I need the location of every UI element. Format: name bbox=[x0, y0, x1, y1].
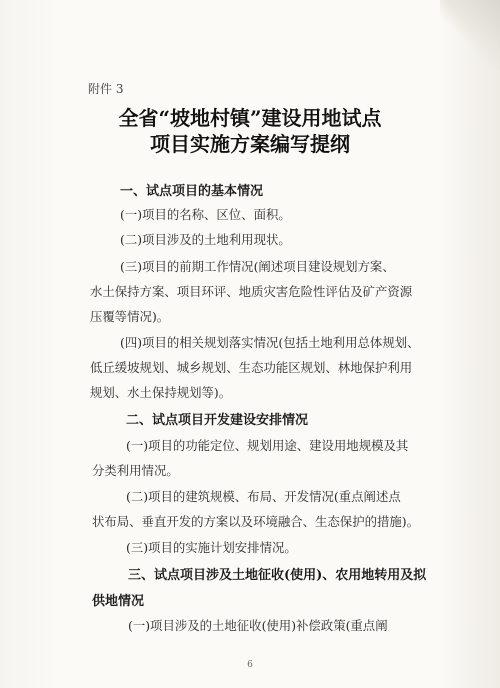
body-line: 水土保持方案、项目环评、地质灾害危险性评估及矿产资源 bbox=[90, 284, 413, 299]
section-heading-1: 一、试点项目的基本情况 bbox=[120, 184, 264, 199]
document-title-line2: 项目实施方案编写提纲 bbox=[150, 132, 350, 156]
body-line: (四)项目的相关规划落实情况(包括土地利用总体规划、 bbox=[120, 335, 420, 350]
section-heading-3: 三、试点项目涉及土地征收(使用)、农用地转用及拟 bbox=[128, 568, 427, 583]
body-line: (一)项目的功能定位、规划用途、建设用地规模及其 bbox=[126, 438, 409, 453]
document-title-line1: 全省“坡地村镇”建设用地试点 bbox=[118, 106, 382, 130]
body-line: 低丘缓坡规划、城乡规划、生态功能区规划、林地保护利用 bbox=[90, 360, 413, 375]
page-number: 6 bbox=[247, 660, 253, 670]
body-line: 规划、水土保持规划等)。 bbox=[90, 385, 232, 400]
body-line: (一)项目涉及的土地征收(使用)补偿政策(重点阐 bbox=[128, 618, 388, 633]
body-line: (三)项目的前期工作情况(阐述项目建设规划方案、 bbox=[120, 259, 395, 274]
body-line: (三)项目的实施计划安排情况。 bbox=[126, 540, 297, 555]
page-fold-shadow bbox=[440, 0, 500, 70]
section-heading-3-cont: 供地情况 bbox=[92, 594, 145, 609]
section-heading-2: 二、试点项目开发建设安排情况 bbox=[126, 413, 309, 428]
body-line: 状布局、垂直开发的方案以及环境融合、生态保护的措施)。 bbox=[92, 514, 419, 529]
body-line: (二)项目的建筑规模、布局、开发情况(重点阐述点 bbox=[126, 489, 401, 504]
body-line: 压覆等情况)。 bbox=[90, 309, 170, 324]
body-line: 分类利用情况。 bbox=[92, 463, 179, 478]
body-line: (二)项目涉及的土地利用现状。 bbox=[120, 232, 291, 247]
body-line: (一)项目的名称、区位、面积。 bbox=[120, 207, 291, 222]
attachment-label: 附件 3 bbox=[88, 82, 124, 96]
